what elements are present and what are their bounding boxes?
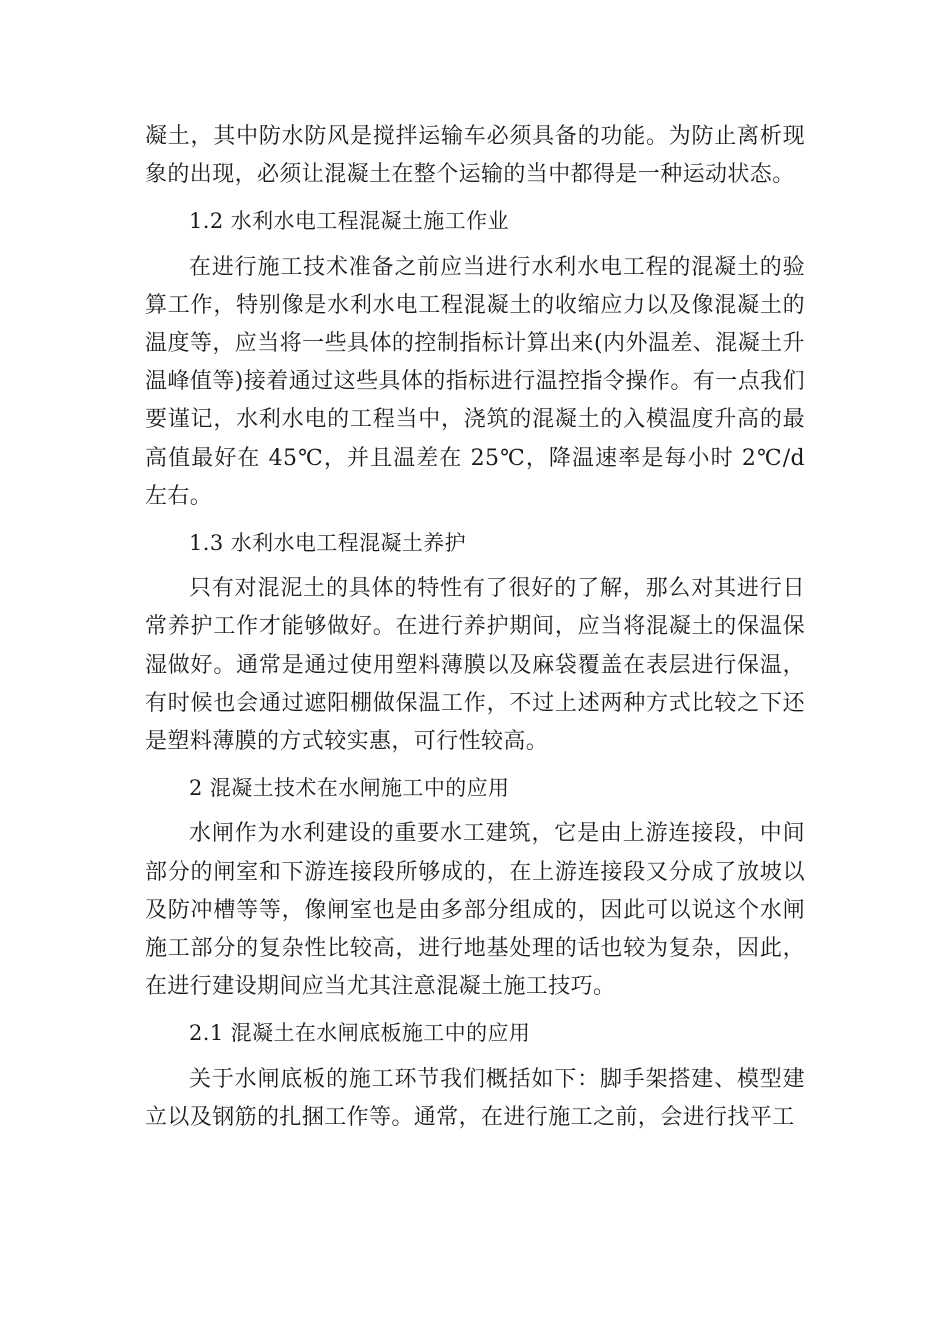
- paragraph-concrete-curing: 只有对混泥土的具体的特性有了很好的了解，那么对其进行日常养护工作才能够做好。在进行养护期间，应当将混凝土的保温保湿做好。通常是通过使用塑料薄膜以及麻袋覆盖在表层进行保温，有时候也会通过遮阳棚做保温工作，不过上述两种方式比较之下还是塑料薄膜的方式较实惠，可行性较高。: [145, 576, 805, 755]
- section-heading-1-2: 1.2 水利水电工程混凝土施工作业: [189, 209, 509, 234]
- document-body: [145, 118, 805, 1145]
- section-heading-2-1: 2.1 混凝土在水闸底板施工中的应用: [189, 1021, 531, 1046]
- paragraph-sluice-floor: 关于水闸底板的施工环节我们概括如下：脚手架搭建、模型建立以及钢筋的扎捆工作等。通常，在进行施工之前，会进行找平工: [145, 1066, 805, 1130]
- section-heading-2: 2 混凝土技术在水闸施工中的应用: [189, 776, 510, 801]
- paragraph-continued: 凝土，其中防水防风是搅拌运输车必须具备的功能。为防止离析现象的出现，必须让混凝土在整个运输的当中都得是一种运动状态。: [145, 124, 805, 188]
- section-heading-1-3: 1.3 水利水电工程混凝土养护: [189, 531, 467, 556]
- paragraph-concrete-calculation: 在进行施工技术准备之前应当进行水利水电工程的混凝土的验算工作，特别像是水利水电工程混凝土的收缩应力以及像混凝土的温度等，应当将一些具体的控制指标计算出来(内外温差、混凝土升温峰值等)接着通过这些具体的指标进行温控指令操作。有一点我们要谨记，水利水电的工程当中，浇筑的混凝土的入模温度升高的最高值最好在 45℃，并且温差在 25℃，降温速率是每小时 2℃/d 左右。: [145, 254, 805, 509]
- paragraph-sluice-overview: 水闸作为水利建设的重要水工建筑，它是由上游连接段，中间部分的闸室和下游连接段所够成的，在上游连接段又分成了放坡以及防冲槽等等，像闸室也是由多部分组成的，因此可以说这个水闸施工部分的复杂性比较高，进行地基处理的话也较为复杂，因此，在进行建设期间应当尤其注意混凝土施工技巧。: [145, 821, 805, 1000]
